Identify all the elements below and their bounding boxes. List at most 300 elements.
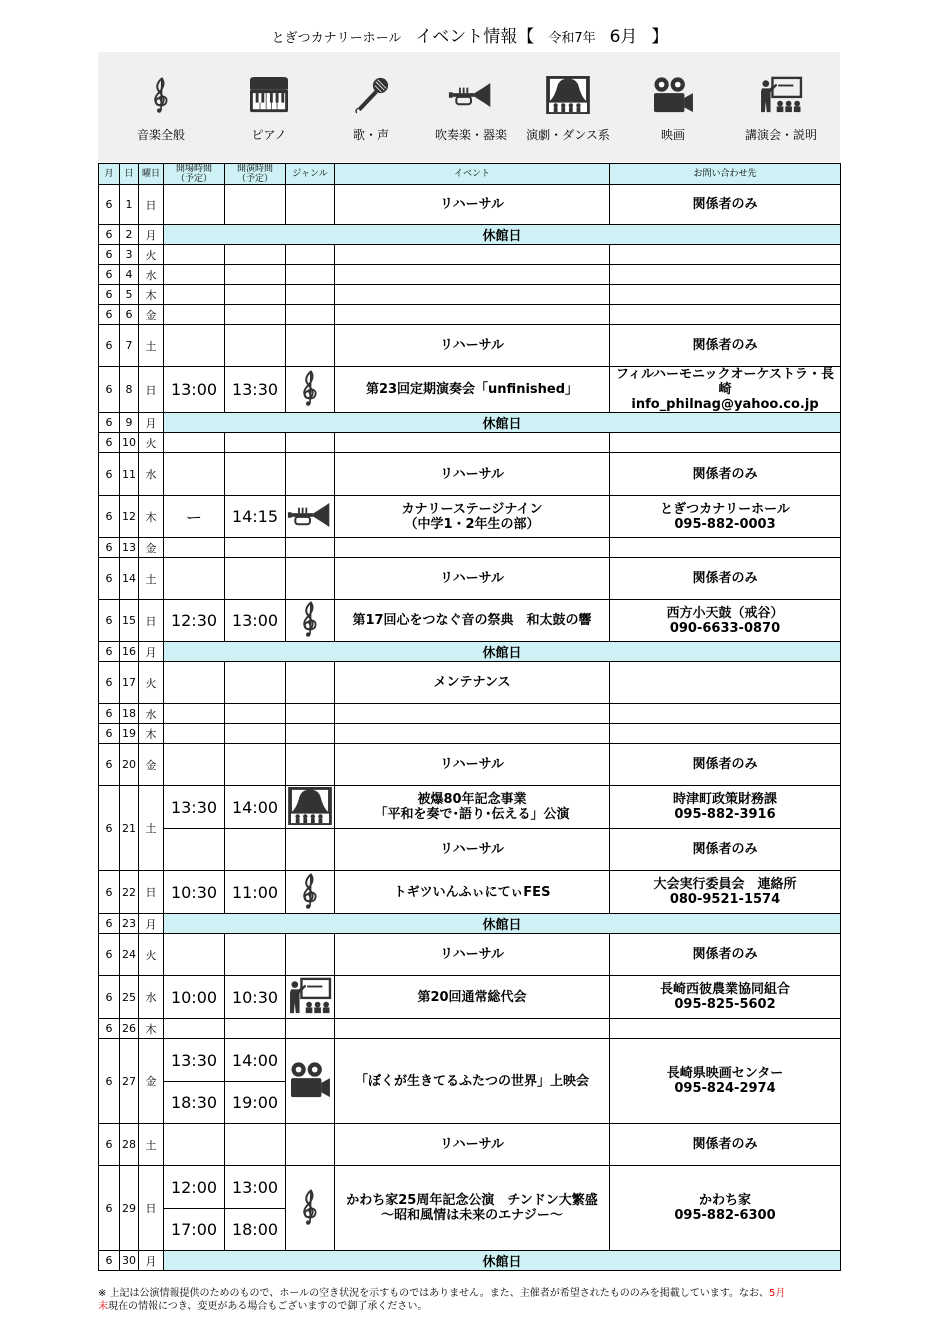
start-time-cell [225, 538, 286, 558]
legend-item-0 [106, 74, 216, 143]
treble-clef-icon [106, 74, 216, 116]
trumpet-icon [416, 74, 526, 116]
contact-cell-line2: 080-9521-1574 [669, 892, 781, 907]
open-time-cell [164, 662, 225, 704]
weekday-cell: 月 [139, 413, 164, 433]
contact-cell [610, 265, 841, 285]
table-row [99, 185, 841, 225]
weekday-cell: 水 [139, 265, 164, 285]
open-time-cell [164, 185, 225, 225]
open-time-cell [164, 325, 225, 367]
genre-cell [286, 934, 335, 976]
start-time-cell: 13:00 [225, 1166, 286, 1209]
start-time-cell [225, 744, 286, 786]
contact-cell: 関係者のみ [610, 1124, 841, 1166]
legend-label: 講演会・説明 [744, 128, 817, 142]
weekday-cell: 木 [139, 496, 164, 538]
genre-cell [286, 496, 335, 538]
day-cell: 24 [120, 934, 139, 976]
event-cell [335, 245, 610, 265]
day-cell: 5 [120, 285, 139, 305]
start-time-cell [225, 724, 286, 744]
table-row [99, 453, 841, 496]
day-cell: 22 [120, 871, 139, 914]
day-cell: 14 [120, 558, 139, 600]
genre-cell [286, 325, 335, 367]
contact-cell [610, 724, 841, 744]
event-cell [335, 1019, 610, 1039]
table-row [99, 367, 841, 413]
weekday-cell: 土 [139, 558, 164, 600]
event-cell: メンテナンス [335, 662, 610, 704]
start-time-cell [225, 305, 286, 325]
table-row [99, 558, 841, 600]
treble-clef-icon [286, 872, 334, 913]
contact-cell-line1: 大会実行委員会 連絡所 [653, 877, 797, 892]
contact-cell: 関係者のみ [610, 744, 841, 786]
event-cell: リハーサル [335, 185, 610, 225]
month-cell: 6 [99, 1019, 120, 1039]
title-close: 】 [651, 27, 669, 47]
weekday-cell: 火 [139, 934, 164, 976]
genre-cell [286, 871, 335, 914]
weekday-cell: 水 [139, 453, 164, 496]
event-cell: リハーサル [335, 829, 610, 871]
weekday-cell: 日 [139, 1166, 164, 1251]
page-title [0, 22, 940, 47]
genre-cell [286, 433, 335, 453]
day-cell: 20 [120, 744, 139, 786]
weekday-cell: 金 [139, 305, 164, 325]
month-cell: 6 [99, 265, 120, 285]
header-month: 月 [99, 164, 120, 185]
start-time-cell: 11:00 [225, 871, 286, 914]
event-cell-line2: （中学1・2年生の部） [404, 516, 540, 532]
event-cell [335, 786, 610, 829]
table-row [99, 538, 841, 558]
contact-cell: 関係者のみ [610, 325, 841, 367]
table-row [99, 285, 841, 305]
contact-cell [610, 367, 841, 413]
open-time-cell [164, 558, 225, 600]
contact-cell: 関係者のみ [610, 558, 841, 600]
genre-cell [286, 245, 335, 265]
contact-cell [610, 704, 841, 724]
month-cell: 6 [99, 1251, 120, 1271]
header-start-time-note: （予定） [236, 174, 273, 184]
genre-cell [286, 1166, 335, 1251]
legend-label: ピアノ [251, 128, 287, 142]
event-cell: 第20回通常総代会 [335, 976, 610, 1019]
genre-cell [286, 976, 335, 1019]
start-time-cell [225, 285, 286, 305]
header-event: イベント [335, 164, 610, 185]
start-time-cell: 13:00 [225, 600, 286, 642]
contact-cell [610, 285, 841, 305]
table-row [99, 786, 841, 829]
contact-cell-line2: 090-6633-0870 [669, 620, 781, 636]
weekday-cell: 火 [139, 433, 164, 453]
weekday-cell: 水 [139, 704, 164, 724]
header-weekday: 曜日 [139, 164, 164, 185]
table-row [99, 662, 841, 704]
genre-cell [286, 265, 335, 285]
day-cell: 26 [120, 1019, 139, 1039]
month-cell: 6 [99, 225, 120, 245]
month-cell: 6 [99, 871, 120, 914]
closed-cell: 休館日 [164, 642, 841, 662]
month-cell: 6 [99, 976, 120, 1019]
genre-cell [286, 829, 335, 871]
legend-item-6 [726, 74, 836, 143]
stage-icon [513, 74, 623, 116]
open-time-cell [164, 744, 225, 786]
table-row [99, 976, 841, 1019]
table-row [99, 1039, 841, 1082]
event-cell: リハーサル [335, 744, 610, 786]
contact-cell [610, 245, 841, 265]
month-cell: 6 [99, 433, 120, 453]
month-cell: 6 [99, 367, 120, 413]
open-time-cell: 10:30 [164, 871, 225, 914]
footnote-text-2: 現在の情報につき、変更がある場合もございますので御了承ください。 [108, 1301, 428, 1312]
contact-cell: 関係者のみ [610, 453, 841, 496]
weekday-cell: 木 [139, 1019, 164, 1039]
day-cell: 9 [120, 413, 139, 433]
month-cell: 6 [99, 642, 120, 662]
contact-cell: 関係者のみ [610, 934, 841, 976]
weekday-cell: 火 [139, 662, 164, 704]
day-cell: 11 [120, 453, 139, 496]
legend-item-4 [513, 74, 623, 143]
legend-label: 音楽全般 [136, 128, 185, 142]
genre-cell [286, 662, 335, 704]
legend-item-2 [316, 74, 426, 143]
start-time-cell: 19:00 [225, 1082, 286, 1124]
genre-cell [286, 185, 335, 225]
event-cell [335, 724, 610, 744]
month-cell: 6 [99, 662, 120, 704]
start-time-cell: 14:00 [225, 1039, 286, 1082]
contact-cell [610, 600, 841, 642]
header-day: 日 [120, 164, 139, 185]
table-row [99, 934, 841, 976]
genre-cell [286, 600, 335, 642]
day-cell: 10 [120, 433, 139, 453]
start-time-cell: 14:00 [225, 786, 286, 829]
contact-cell: 関係者のみ [610, 185, 841, 225]
month-cell: 6 [99, 724, 120, 744]
open-time-cell [164, 305, 225, 325]
table-row [99, 871, 841, 914]
month-cell: 6 [99, 413, 120, 433]
table-row [99, 1124, 841, 1166]
start-time-cell: 13:30 [225, 367, 286, 413]
contact-cell [610, 1039, 841, 1124]
day-cell: 18 [120, 704, 139, 724]
weekday-cell: 金 [139, 744, 164, 786]
weekday-cell: 木 [139, 285, 164, 305]
contact-cell-line2: 095-882-6300 [674, 1208, 776, 1223]
event-cell [335, 285, 610, 305]
legend-label: 歌・声 [352, 128, 389, 142]
contact-cell [610, 538, 841, 558]
open-time-cell: 13:30 [164, 786, 225, 829]
event-cell-line2: 「平和を奏で･語り･伝える」公演 [374, 807, 570, 822]
legend-label: 映画 [660, 128, 685, 142]
month-cell: 6 [99, 538, 120, 558]
month-text: 6月 [609, 27, 638, 47]
genre-cell [286, 704, 335, 724]
event-cell-line1: かわち家25周年記念公演 チンドン大繁盛 [346, 1193, 598, 1208]
table-row [99, 744, 841, 786]
day-cell: 16 [120, 642, 139, 662]
table-row [99, 225, 841, 245]
weekday-cell: 月 [139, 1251, 164, 1271]
table-row [99, 829, 841, 871]
open-time-cell [164, 285, 225, 305]
weekday-cell: 土 [139, 786, 164, 871]
table-row [99, 1019, 841, 1039]
month-cell: 6 [99, 245, 120, 265]
piano-icon [214, 74, 324, 116]
start-time-cell: 18:00 [225, 1209, 286, 1251]
event-cell [335, 305, 610, 325]
header-open-time-label: 開場時間 [175, 164, 212, 174]
header-contact: お問い合わせ先 [610, 164, 841, 185]
weekday-cell: 水 [139, 976, 164, 1019]
day-cell: 17 [120, 662, 139, 704]
day-cell: 6 [120, 305, 139, 325]
open-time-cell [164, 265, 225, 285]
event-cell [335, 538, 610, 558]
day-cell: 15 [120, 600, 139, 642]
table-row [99, 1251, 841, 1271]
open-time-cell: 13:00 [164, 367, 225, 413]
day-cell: 3 [120, 245, 139, 265]
genre-cell [286, 744, 335, 786]
weekday-cell: 金 [139, 1039, 164, 1124]
contact-cell [610, 976, 841, 1019]
event-cell-line1: 被爆80年記念事業 [417, 792, 527, 807]
contact-cell-line1: フィルハーモニックオーケストラ・長崎 [615, 367, 834, 397]
month-cell: 6 [99, 704, 120, 724]
start-time-cell [225, 325, 286, 367]
lecture-icon [286, 977, 334, 1018]
footnote [98, 1287, 858, 1313]
weekday-cell: 土 [139, 1124, 164, 1166]
open-time-cell: 17:00 [164, 1209, 225, 1251]
open-time-cell [164, 433, 225, 453]
genre-cell [286, 538, 335, 558]
start-time-cell [225, 185, 286, 225]
genre-cell [286, 1019, 335, 1039]
table-row [99, 325, 841, 367]
contact-cell-line1: 時津町政策財務課 [672, 792, 777, 807]
start-time-cell [225, 453, 286, 496]
event-cell [335, 433, 610, 453]
month-cell: 6 [99, 914, 120, 934]
table-row [99, 642, 841, 662]
open-time-cell [164, 453, 225, 496]
genre-cell [286, 786, 335, 829]
genre-cell [286, 558, 335, 600]
legend-item-3 [416, 74, 526, 143]
start-time-cell [225, 265, 286, 285]
weekday-cell: 火 [139, 245, 164, 265]
weekday-cell: 木 [139, 724, 164, 744]
era-text: 令和7年 [548, 31, 596, 46]
film-camera-icon [618, 74, 728, 116]
contact-cell-line2: 095-882-0003 [674, 516, 776, 532]
weekday-cell: 土 [139, 325, 164, 367]
table-row [99, 1166, 841, 1209]
day-cell: 2 [120, 225, 139, 245]
contact-cell-line1: とぎつカナリーホール [660, 501, 790, 517]
genre-cell [286, 305, 335, 325]
table-row [99, 914, 841, 934]
contact-cell [610, 1166, 841, 1251]
day-cell: 29 [120, 1166, 139, 1251]
event-cell: トギツいんふぃにてぃFES [335, 871, 610, 914]
table-row [99, 496, 841, 538]
month-cell: 6 [99, 1039, 120, 1124]
event-cell: 「ぼくが生きてるふたつの世界」上映会 [335, 1039, 610, 1124]
event-cell: 第23回定期演奏会「unfinished」 [335, 367, 610, 413]
start-time-cell [225, 245, 286, 265]
open-time-cell: 13:30 [164, 1039, 225, 1082]
day-cell: 30 [120, 1251, 139, 1271]
contact-cell [610, 1019, 841, 1039]
genre-cell [286, 453, 335, 496]
contact-cell-line2: 095-882-3916 [674, 807, 776, 822]
treble-clef-icon [286, 1188, 334, 1229]
month-cell: 6 [99, 453, 120, 496]
genre-cell [286, 724, 335, 744]
treble-clef-icon [286, 600, 334, 641]
table-row [99, 245, 841, 265]
header-genre: ジャンル [286, 164, 335, 185]
event-cell: リハーサル [335, 325, 610, 367]
contact-cell-line1: 長崎西彼農業協同組合 [659, 982, 790, 997]
start-time-cell [225, 433, 286, 453]
month-cell: 6 [99, 1166, 120, 1251]
day-cell: 27 [120, 1039, 139, 1124]
film-camera-icon [286, 1061, 334, 1102]
trumpet-icon [286, 501, 334, 532]
day-cell: 13 [120, 538, 139, 558]
start-time-cell [225, 1019, 286, 1039]
weekday-cell: 月 [139, 225, 164, 245]
month-cell: 6 [99, 185, 120, 225]
open-time-cell: 12:00 [164, 1166, 225, 1209]
weekday-cell: 月 [139, 642, 164, 662]
footnote-date-month: 5月 [768, 1288, 786, 1299]
header-start-time [225, 164, 286, 185]
microphone-icon [316, 74, 426, 116]
month-cell: 6 [99, 744, 120, 786]
day-cell: 1 [120, 185, 139, 225]
day-cell: 4 [120, 265, 139, 285]
month-cell: 6 [99, 786, 120, 871]
table-header-row [99, 164, 841, 185]
event-cell [335, 265, 610, 285]
legend-label: 吹奏楽・器楽 [434, 128, 507, 142]
open-time-cell [164, 829, 225, 871]
open-time-cell [164, 704, 225, 724]
day-cell: 25 [120, 976, 139, 1019]
month-cell: 6 [99, 1124, 120, 1166]
event-cell: 第17回心をつなぐ音の祭典 和太鼓の響 [335, 600, 610, 642]
event-cell [335, 704, 610, 724]
weekday-cell: 日 [139, 185, 164, 225]
start-time-cell [225, 704, 286, 724]
header-open-time-note: （予定） [175, 174, 212, 184]
open-time-cell [164, 1124, 225, 1166]
open-time-cell [164, 538, 225, 558]
start-time-cell [225, 558, 286, 600]
legend-item-1 [214, 74, 324, 143]
footnote-date-end: 末 [98, 1301, 108, 1312]
event-cell: リハーサル [335, 1124, 610, 1166]
event-cell [335, 496, 610, 538]
weekday-cell: 月 [139, 914, 164, 934]
title-text: イベント情報【 [415, 27, 535, 47]
legend-label: 演劇・ダンス系 [526, 128, 610, 142]
contact-cell-line2: 095-825-5602 [674, 997, 776, 1012]
weekday-cell: 日 [139, 600, 164, 642]
closed-cell: 休館日 [164, 225, 841, 245]
genre-cell [286, 285, 335, 305]
day-cell: 23 [120, 914, 139, 934]
lecture-icon [726, 74, 836, 116]
contact-cell [610, 433, 841, 453]
contact-cell [610, 305, 841, 325]
genre-cell [286, 1039, 335, 1124]
weekday-cell: 金 [139, 538, 164, 558]
day-cell: 12 [120, 496, 139, 538]
contact-cell [610, 786, 841, 829]
footnote-text-1: ※ 上記は公演情報提供のためのもので、ホールの空き状況を示すものではありません。また、主催者が希望されたもののみを掲載しています。なお、 [98, 1288, 769, 1299]
event-cell: リハーサル [335, 934, 610, 976]
month-cell: 6 [99, 558, 120, 600]
weekday-cell: 日 [139, 367, 164, 413]
start-time-cell [225, 829, 286, 871]
start-time-cell: 10:30 [225, 976, 286, 1019]
event-cell [335, 1166, 610, 1251]
legend-item-5 [618, 74, 728, 143]
start-time-cell [225, 1124, 286, 1166]
table-row [99, 413, 841, 433]
closed-cell: 休館日 [164, 1251, 841, 1271]
day-cell: 28 [120, 1124, 139, 1166]
genre-cell [286, 1124, 335, 1166]
month-cell: 6 [99, 325, 120, 367]
genre-cell [286, 367, 335, 413]
table-row [99, 724, 841, 744]
genre-legend [98, 52, 840, 162]
contact-cell-line2: info_philnag@yahoo.co.jp [631, 397, 819, 412]
table-row [99, 265, 841, 285]
event-schedule-table [98, 163, 841, 1271]
start-time-cell [225, 934, 286, 976]
event-cell-line2: ～昭和風情は未来のエナジー～ [381, 1208, 563, 1223]
open-time-cell: ー [164, 496, 225, 538]
day-cell: 7 [120, 325, 139, 367]
header-open-time [164, 164, 225, 185]
closed-cell: 休館日 [164, 914, 841, 934]
contact-cell [610, 662, 841, 704]
